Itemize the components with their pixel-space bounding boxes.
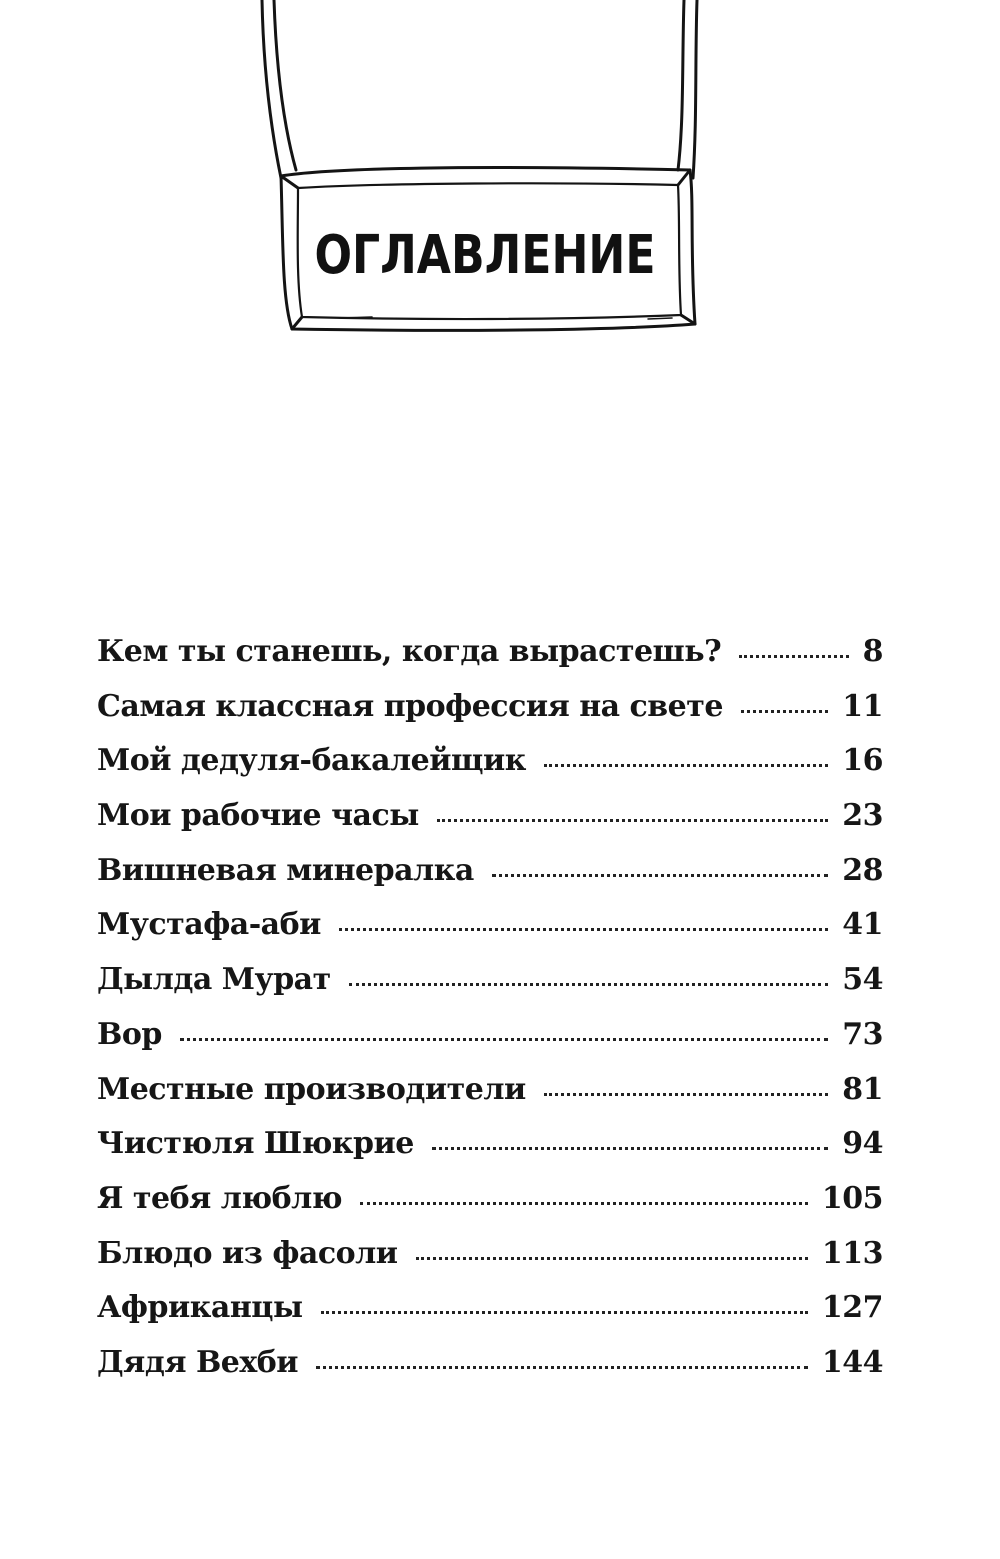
toc-entry[interactable] bbox=[97, 1126, 883, 1181]
toc-entry-page-number: 41 bbox=[842, 907, 883, 943]
toc-entry[interactable] bbox=[97, 853, 883, 908]
toc-entry-title: Мустафа-аби bbox=[97, 907, 321, 943]
toc-entry[interactable] bbox=[97, 634, 883, 689]
dot-leader bbox=[437, 819, 828, 822]
dot-leader bbox=[492, 874, 828, 877]
toc-entry-title: Мой дедуля-бакалейщик bbox=[97, 743, 526, 779]
toc-entry[interactable] bbox=[97, 689, 883, 744]
toc-entry-page-number: 113 bbox=[821, 1235, 883, 1271]
dot-leader bbox=[321, 1311, 808, 1314]
toc-entry-title: Вишневая минералка bbox=[97, 852, 474, 888]
table-of-contents bbox=[97, 634, 883, 1400]
toc-entry[interactable] bbox=[97, 1236, 883, 1291]
toc-entry-title: Африканцы bbox=[97, 1290, 303, 1326]
dot-leader bbox=[339, 928, 828, 931]
toc-entry-page-number: 54 bbox=[842, 962, 883, 998]
toc-entry-page-number: 8 bbox=[862, 634, 883, 669]
dot-leader bbox=[316, 1366, 808, 1369]
toc-entry[interactable] bbox=[97, 907, 883, 962]
dot-leader bbox=[544, 764, 828, 767]
toc-entry[interactable] bbox=[97, 1345, 883, 1400]
toc-entry[interactable] bbox=[97, 1072, 883, 1127]
toc-entry-page-number: 23 bbox=[842, 798, 883, 834]
toc-entry-page-number: 73 bbox=[842, 1016, 883, 1052]
toc-entry[interactable] bbox=[97, 1181, 883, 1236]
dot-leader bbox=[432, 1147, 828, 1150]
toc-entry-title: Блюдо из фасоли bbox=[97, 1235, 398, 1271]
dot-leader bbox=[349, 983, 829, 986]
toc-entry-page-number: 144 bbox=[821, 1344, 883, 1380]
toc-entry[interactable] bbox=[97, 1017, 883, 1072]
toc-entry-title: Дядя Вехби bbox=[97, 1344, 299, 1380]
dot-leader bbox=[360, 1202, 808, 1205]
toc-entry[interactable] bbox=[97, 1290, 883, 1345]
toc-entry-page-number: 81 bbox=[842, 1071, 883, 1107]
toc-entry[interactable] bbox=[97, 798, 883, 853]
toc-entry-page-number: 28 bbox=[842, 852, 883, 888]
toc-entry-title: Мои рабочие часы bbox=[97, 798, 419, 834]
toc-entry-title: Дылда Мурат bbox=[97, 962, 331, 998]
toc-entry-page-number: 127 bbox=[821, 1290, 883, 1326]
toc-entry[interactable] bbox=[97, 962, 883, 1017]
dot-leader bbox=[544, 1093, 829, 1096]
dot-leader bbox=[739, 655, 848, 658]
toc-entry-page-number: 16 bbox=[842, 743, 883, 779]
page-title: ОГЛАВЛЕНИЕ bbox=[314, 223, 656, 287]
toc-entry[interactable] bbox=[97, 743, 883, 798]
dot-leader bbox=[180, 1038, 828, 1041]
toc-entry-page-number: 94 bbox=[842, 1126, 883, 1162]
toc-entry-title: Местные производители bbox=[97, 1071, 526, 1107]
dot-leader bbox=[416, 1257, 808, 1260]
toc-entry-title: Чистюля Шюкрие bbox=[97, 1126, 414, 1162]
dot-leader bbox=[741, 710, 828, 713]
toc-entry-title: Вор bbox=[97, 1016, 162, 1052]
toc-entry-title: Самая классная профессия на свете bbox=[97, 688, 723, 724]
toc-entry-title: Я тебя люблю bbox=[97, 1180, 343, 1216]
toc-entry-page-number: 11 bbox=[842, 688, 883, 724]
toc-entry-page-number: 105 bbox=[821, 1180, 883, 1216]
toc-entry-title: Кем ты станешь, когда вырастешь? bbox=[97, 634, 722, 669]
